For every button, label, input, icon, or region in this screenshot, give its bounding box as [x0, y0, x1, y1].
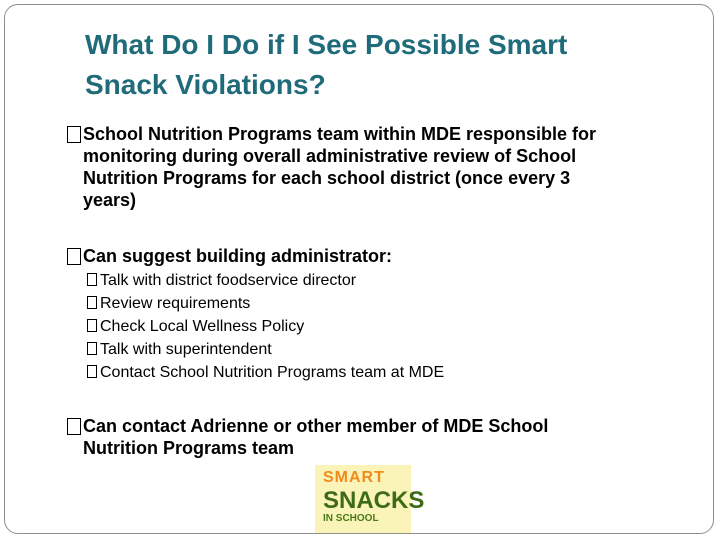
- bullet-line: monitoring during overall administrative review of School: [83, 146, 577, 166]
- logo-word-smart: SMART: [323, 469, 385, 486]
- sub-bullet-text: Talk with superintendent: [100, 341, 272, 358]
- logo-word-in-school: IN SCHOOL: [323, 513, 379, 524]
- bullet-line: Can contact Adrienne or other member of MDE School: [83, 416, 549, 436]
- bullet-text: [83, 245, 693, 267]
- smart-snacks-logo: [315, 465, 425, 533]
- bullet-text: [83, 415, 693, 459]
- logo-word-snacks: SNACKS: [323, 487, 425, 514]
- sub-bullet-box-icon: [87, 319, 97, 332]
- sub-bullet-text: Check Local Wellness Policy: [100, 318, 305, 335]
- bullet-line: Can suggest building administrator:: [83, 246, 393, 266]
- slide-frame: [4, 4, 714, 534]
- sub-bullet-text: Talk with district foodservice director: [100, 272, 357, 289]
- sub-bullet-box-icon: [87, 296, 97, 309]
- bullet-line: School Nutrition Programs team within MDE responsible for: [83, 124, 597, 144]
- bullet-line: Nutrition Programs team: [83, 438, 295, 458]
- bullet-box-icon: [67, 418, 81, 435]
- sub-bullet-box-icon: [87, 342, 97, 355]
- sub-bullet-text: Review requirements: [100, 295, 251, 312]
- sub-bullet-box-icon: [87, 273, 97, 286]
- sub-bullet-text: Contact School Nutrition Programs team at MDE: [100, 364, 445, 381]
- title-line: What Do I Do if I See Possible Smart: [85, 29, 568, 60]
- sub-bullet-box-icon: [87, 365, 97, 378]
- bullet-box-icon: [67, 126, 81, 143]
- bullet-text: [83, 123, 693, 211]
- slide-title: [85, 25, 685, 105]
- bullet-box-icon: [67, 248, 81, 265]
- bullet-line: Nutrition Programs for each school district (once every 3: [83, 168, 571, 188]
- title-line: Snack Violations?: [85, 69, 326, 100]
- bullet-line: years): [83, 190, 137, 210]
